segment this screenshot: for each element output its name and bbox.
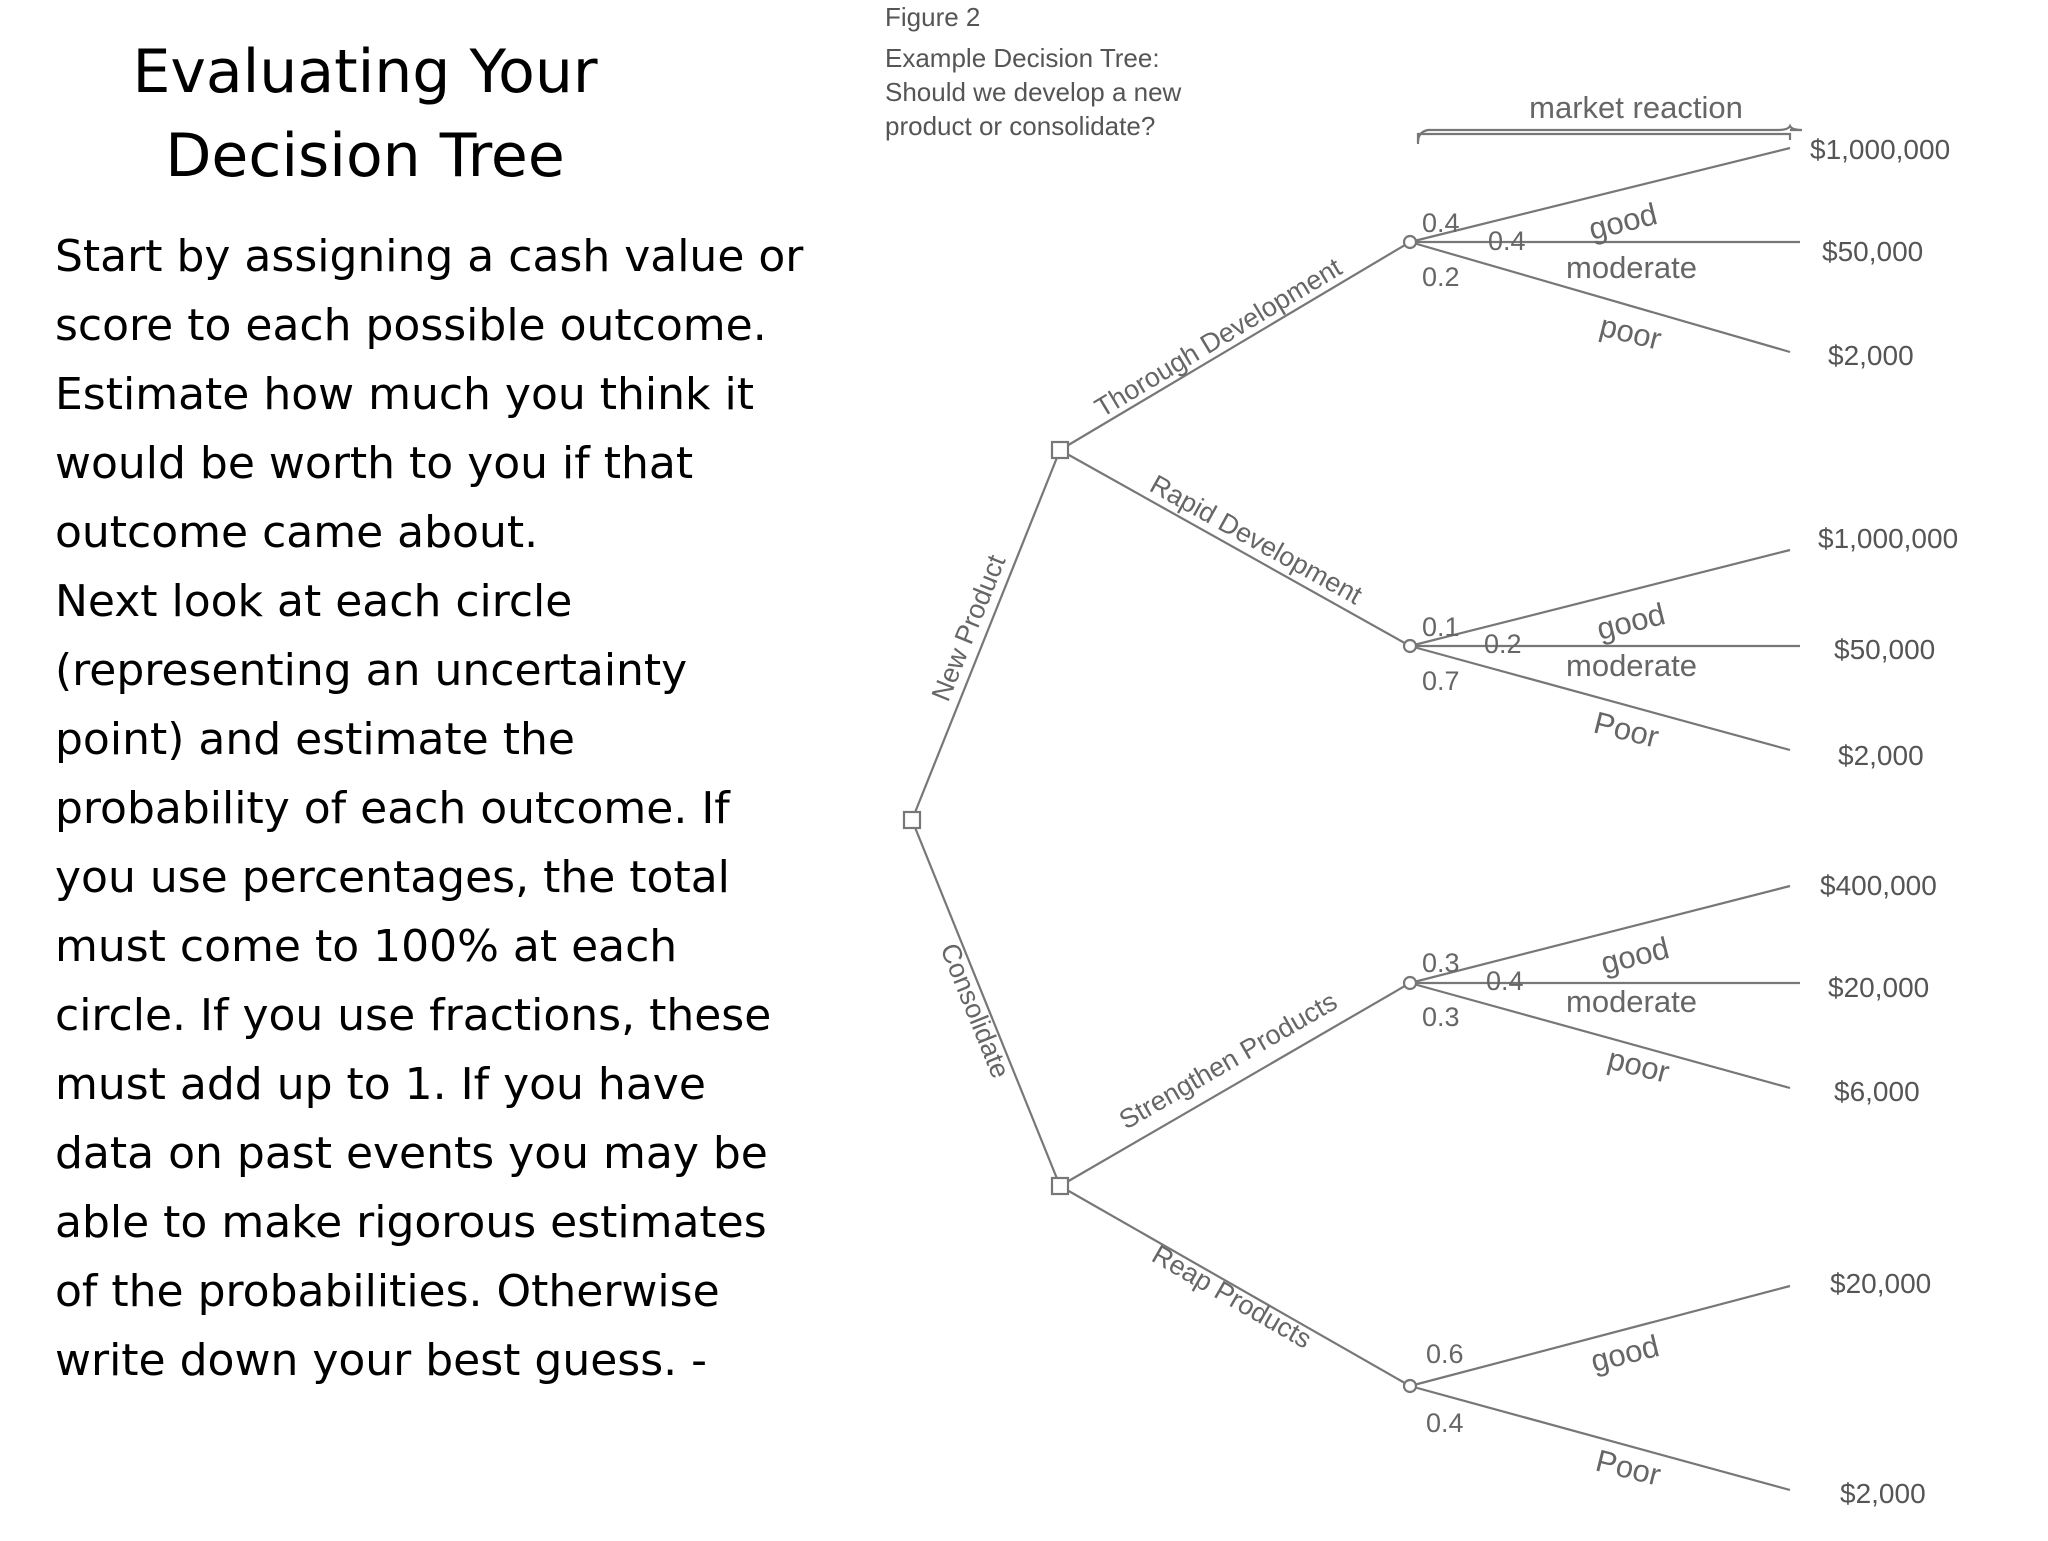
strengthen-branch	[1060, 983, 1410, 1186]
thorough-payoff-poor: $2,000	[1828, 340, 1914, 371]
thorough-prob-poor: 0.2	[1422, 262, 1460, 292]
strengthen-poor-label: poor	[1604, 1040, 1673, 1090]
rapid-payoff-moderate: $50,000	[1834, 634, 1936, 665]
rapid-prob-moderate: 0.2	[1484, 629, 1522, 659]
root-decision-node	[904, 812, 920, 828]
strengthen-products-label: Strengthen Products	[1114, 986, 1343, 1136]
rapid-good-label: good	[1593, 596, 1669, 647]
new-product-label: New Product	[925, 550, 1012, 706]
new-product-decision-node	[1052, 442, 1068, 458]
market-reaction-bracket-line	[1418, 134, 1790, 144]
title-line-1: Evaluating Your	[132, 37, 598, 107]
reap-chance-node	[1404, 1380, 1416, 1392]
reap-products-label: Reap Products	[1147, 1239, 1317, 1355]
reap-payoff-good: $20,000	[1830, 1268, 1932, 1299]
strengthen-payoff-poor: $6,000	[1834, 1076, 1920, 1107]
paragraph-probabilities: Next look at each circle (representing an uncertainty point) and estimate the probability of each outcome. If you use percentages, the total must come to 100% at each circle. If you use fractions, these must add up to 1. If you have data on past events you may be able to make rigorous estimates of the probabilities. Otherwise write down your best guess. -	[55, 576, 772, 1386]
strengthen-prob-good: 0.3	[1422, 948, 1460, 978]
rapid-poor-label: Poor	[1590, 704, 1663, 755]
reap-payoff-poor: $2,000	[1840, 1478, 1926, 1509]
figure-caption-line-1: Example Decision Tree:	[885, 43, 1160, 73]
strengthen-chance-node	[1404, 977, 1416, 989]
strengthen-payoff-moderate: $20,000	[1828, 972, 1930, 1003]
figure-caption-line-3: product or consolidate?	[885, 111, 1156, 141]
strengthen-prob-moderate: 0.4	[1486, 966, 1524, 996]
market-reaction-label: market reaction	[1529, 90, 1743, 125]
strengthen-payoff-good: $400,000	[1820, 870, 1937, 901]
thorough-moderate-label: moderate	[1566, 250, 1697, 285]
paragraph-outcome-values: Start by assigning a cash value or score to each possible outcome. Estimate how much you think it would be worth to you if that outcome came about.	[55, 231, 804, 558]
figure-number: Figure 2	[885, 2, 981, 32]
thorough-good-label: good	[1585, 196, 1661, 247]
thorough-branch	[1060, 242, 1410, 450]
rapid-chance-node	[1404, 640, 1416, 652]
rapid-prob-poor: 0.7	[1422, 666, 1460, 696]
strengthen-good-line	[1410, 886, 1790, 983]
thorough-prob-good: 0.4	[1422, 208, 1460, 238]
strengthen-good-label: good	[1597, 930, 1673, 981]
rapid-prob-good: 0.1	[1422, 612, 1460, 642]
title-line-2: Decision Tree	[165, 121, 565, 191]
thorough-prob-moderate: 0.4	[1488, 226, 1526, 256]
thorough-chance-node	[1404, 236, 1416, 248]
consolidate-decision-node	[1052, 1178, 1068, 1194]
reap-prob-poor: 0.4	[1426, 1408, 1464, 1438]
new-product-branch	[912, 450, 1060, 820]
rapid-branch	[1060, 450, 1410, 646]
thorough-poor-label: poor	[1596, 307, 1665, 357]
consolidate-label: Consolidate	[934, 939, 1016, 1083]
rapid-moderate-label: moderate	[1566, 648, 1697, 683]
strengthen-prob-poor: 0.3	[1422, 1002, 1460, 1032]
thorough-payoff-good: $1,000,000	[1810, 134, 1951, 165]
rapid-payoff-good: $1,000,000	[1818, 523, 1959, 554]
thorough-payoff-moderate: $50,000	[1822, 236, 1924, 267]
reap-prob-good: 0.6	[1426, 1339, 1464, 1369]
reap-poor-label: Poor	[1592, 1442, 1665, 1493]
figure-caption-line-2: Should we develop a new	[885, 77, 1182, 107]
strengthen-moderate-label: moderate	[1566, 984, 1697, 1019]
rapid-development-label: Rapid Development	[1145, 469, 1368, 611]
rapid-payoff-poor: $2,000	[1838, 740, 1924, 771]
thorough-development-label: Thorough Development	[1089, 252, 1347, 424]
reap-good-label: good	[1587, 1328, 1663, 1379]
